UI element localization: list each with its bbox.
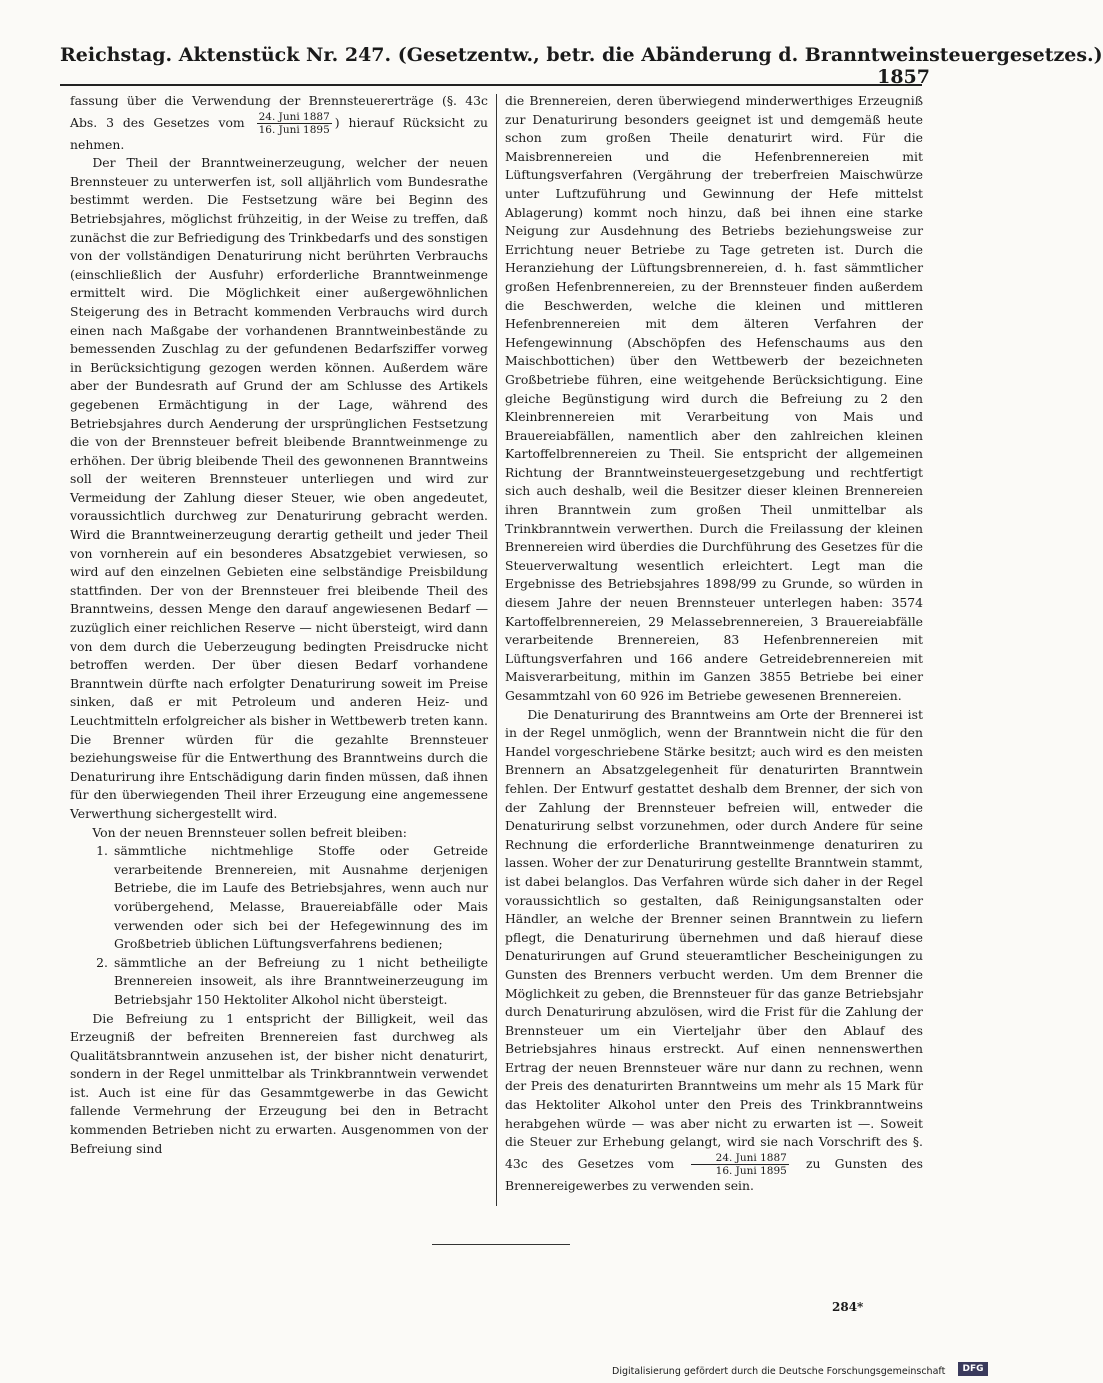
list-marker: 1. <box>96 843 108 859</box>
dfg-logo: DFG <box>958 1362 988 1376</box>
date-fraction-denominator: 16. Juni 1895 <box>715 1164 787 1177</box>
end-rule <box>432 1244 570 1245</box>
left-paragraph-3: Von der neuen Brennsteuer sollen befreit bleiben: <box>92 824 407 840</box>
left-column <box>70 92 488 1212</box>
right-paragraph-1: die Brennereien, deren überwiegend minderwerthiges Erzeugniß zur Denaturirung besonders geeignet ist und demgemäß heute schon zum großen Theile denaturirt wird. Für die Maisbrennereien und die Hefenbrennereien mit Lüftungsverfahren (Vergährung der treberfreien Maischwürze unter Luftzuführung und Gewinnung der Hefe mittelst Ablagerung) kommt noch hinzu, daß bei ihnen eine starke Neigung zur Ausdehnung des Betriebs beziehungsweise zur Errichtung neuer Betriebe zu Tage getreten ist. Durch die Heranziehung der Lüftungsbrennereien, d. h. fast sämmtlicher großen Hefenbrennereien, zu der Brennsteuer finden außerdem die Beschwerden, welche die kleinen und mittleren Hefenbrennereien mit dem älteren Verfahren der Hefengewinnung (Abschöpfen des Hefenschaums aus den Maischbottichen) über den Wettbewerb der bezeichneten Großbetriebe führen, eine weitgehende Berücksichtigung. Eine gleiche Begünstigung wird durch die Befreiung zu 2 den Kleinbrennereien mit Verarbeitung von Mais und Brauereiabfällen, namentlich aber den zahlreichen kleinen Kartoffelbrennereien zu Theil. Sie entspricht der allgemeinen Richtung der Branntweinsteuergesetzgebung und rechtfertigt sich auch deshalb, weil die Besitzer dieser kleinen Brennereien ihren Branntwein zum großen Theil unmittelbar als Trinkbranntwein verwerthen. Durch die Freilassung der kleinen Brennereien wird überdies die Durchführung des Gesetzes für die Steuerverwaltung wesentlich erleichtert. Legt man die Ergebnisse des Betriebsjahres 1898/99 zu Grunde, so würden in diesem Jahre der neuen Brennsteuer unterlegen haben: 3574 Kartoffelbrennereien, 29 Melassebrennereien, 3 Brauereiabfälle verarbeitende Brennereien, 83 Hefenbrennereien mit Lüftungsverfahren und 166 andere Getreidebrennereien mit Maisverarbeitung, mithin im Ganzen 3855 Betriebe bei einer Gesammtzahl von 60 926 im Betriebe gewesenen Brennereien. <box>505 93 923 703</box>
header-title: Reichstag. Aktenstück Nr. 247. (Gesetzentw., betr. die Abänderung d. Branntweinsteuergesetzes.) <box>60 44 1103 66</box>
list-text: sämmtliche an der Befreiung zu 1 nicht betheiligte Brennereien insoweit, als ihre Branntweinerzeugung im Betriebsjahr 150 Hektoliter Alkohol nicht übersteigt. <box>114 954 488 1007</box>
running-header <box>60 44 1103 88</box>
sheet-number: 284* <box>832 1300 864 1314</box>
date-fraction <box>691 1152 789 1177</box>
left-paragraph-4: Die Befreiung zu 1 entspricht der Billigkeit, weil das Erzeugniß der befreiten Brennereien fast durchweg als Qualitätsbranntwein anzusehen ist, der bisher nicht denaturirt, sondern in der Regel unmittelbar als Trinkbranntwein verwendet ist. Auch ist eine für das Gesammtgewerbe in das Gewicht fallende Vermehrung der Erzeugung bei den in Betracht kommenden Betrieben nicht zu erwarten. Ausgenommen von der Befreiung sind <box>70 1010 488 1156</box>
right-paragraph-2: Die Denaturirung des Branntweins am Orte der Brennerei ist in der Regel unmöglich, wenn der Branntwein nicht die für den Handel vorgeschriebene Stärke besitzt; auch wird es den meisten Brennern an Absatzgelegenheit für denaturirten Branntwein fehlen. Der Entwurf gestattet deshalb dem Brenner, der sich von der Zahlung der Brennsteuer befreien will, entweder die Denaturirung selbst vorzunehmen, oder durch Andere für seine Rechnung die erforderliche Branntweinmenge denaturiren zu lassen. Woher der zur Denaturirung gestellte Branntwein stammt, ist dabei belanglos. Das Verfahren würde sich daher in der Regel voraussichtlich so gestalten, daß Reinigungsanstalten oder Händler, an welche der Brenner seinen Branntwein zu liefern pflegt, die Denaturirung übernehmen und daß hierauf diese Denaturirungen auf Grund steueramtlicher Bescheinigungen zu Gunsten des Brenners verbucht werden. Um dem Brenner die Möglichkeit zu geben, die Brennsteuer für das ganze Betriebsjahr durch Denaturirung abzulösen, wird die Frist für die Zahlung der Brennsteuer um ein Vierteljahr über den Ablauf des Betriebsjahres hinaus erstreckt. Auf einen nennenswerthen Ertrag der neuen Brennsteuer wäre nur dann zu rechnen, wenn der Preis des denaturirten Branntweins um mehr als 15 Mark für das Hektoliter Alkohol unter den Preis des Trinkbranntweins herabgehen würde — was aber nicht zu erwarten ist —. Soweit die Steuer zur Erhebung gelangt, wird sie nach Vorschrift des §. 43c des Gesetzes vom $\frac{\text{24. Juni 1887}}{\text{16. Juni 1895}}$ zu Gunsten des Brennereigewerbes zu verwenden sein. <box>505 706 923 1193</box>
exemption-list-item-1 <box>70 842 488 954</box>
digitization-credit: Digitalisierung gefördert durch die Deutsche Forschungsgemeinschaft <box>612 1366 946 1377</box>
header-rule <box>60 84 922 86</box>
left-paragraph-1: fassung über die Verwendung der Brennsteuererträge (§. 43c Abs. 3 des Gesetzes vom $\frac{\text{24. Juni 1887}}{\text{16. Juni 1895}}$ ) hierauf Rücksicht zu nehmen. <box>70 93 488 152</box>
list-text: sämmtliche nichtmehlige Stoffe oder Getreide verarbeitende Brennereien, mit Ausnahme derjenigen Betriebe, die im Laufe des Betriebsjahres, wenn auch nur vorübergehend, Melasse, Brauereiabfälle oder Mais verwenden oder sich bei der Hefegewinnung des im Großbetrieb üblichen Lüftungsverfahrens bedienen; <box>114 843 488 952</box>
date-fraction <box>257 111 332 136</box>
date-fraction-numerator: 24. Juni 1887 <box>691 1152 789 1165</box>
date-fraction-numerator: 24. Juni 1887 <box>258 110 330 123</box>
right-column <box>505 92 923 1212</box>
exemption-list-item-2 <box>70 954 488 1010</box>
column-divider <box>496 94 497 1206</box>
date-fraction-denominator: 16. Juni 1895 <box>258 123 330 136</box>
list-marker: 2. <box>96 954 108 970</box>
left-paragraph-2: Der Theil der Branntweinerzeugung, welcher der neuen Brennsteuer zu unterwerfen ist, soll alljährlich vom Bundesrathe bestimmt werden. Die Festsetzung wäre bei Beginn des Betriebsjahres, möglichst frühzeitig, in der Weise zu treffen, daß zunächst die zur Befriedigung des Trinkbedarfs und des sonstigen von der vollständigen Denaturirung nicht berührten Verbrauchs (einschließlich der Ausfuhr) erforderliche Branntweinmenge ermittelt wird. Die Möglichkeit einer außergewöhnlichen Steigerung des in Betracht kommenden Verbrauchs wird durch einen nach Maßgabe der vorhandenen Branntweinbestände zu bemessenden Zuschlag zu der gefundenen Bedarfsziffer vorweg in Berücksichtigung gezogen werden können. Außerdem wäre aber der Bundesrath auf Grund der am Schlusse des Artikels gegebenen Ermächtigung in der Lage, während des Betriebsjahres durch Aenderung der ursprünglichen Festsetzung die von der Brennsteuer befreit bleibende Branntweinmenge zu erhöhen. Der übrig bleibende Theil des gewonnenen Branntweins soll der weiteren Brennsteuer unterliegen und wird zur Vermeidung der Zahlung dieser Steuer, wie oben angedeutet, voraussichtlich durchweg zur Denaturirung gebracht werden. Wird die Branntweinerzeugung derartig getheilt und jeder Theil von vornherein auf ein besonderes Absatzgebiet verwiesen, so wird auf den einzelnen Gebieten eine selbständige Preisbildung stattfinden. Der von der Brennsteuer frei bleibende Theil des Branntweins, dessen Menge den darauf angewiesenen Bedarf — zuzüglich einer reichlichen Reserve — nicht übersteigt, wird dann von dem durch die Ueberzeugung bedingten Preisdrucke nicht betroffen werden. Der über diesen Bedarf vorhandene Branntwein dürfte nach erfolgter Denaturirung soweit im Preise sinken, daß er mit Petroleum und anderen Heiz- und Leuchtmitteln erfolgreicher als bisher in Wettbewerb treten kann. Die Brenner würden für die gezahlte Brennsteuer beziehungsweise für die Entwerthung des Branntweins durch die Denaturirung ihre Entschädigung darin finden müssen, daß ihnen für den überwiegenden Theil ihrer Erzeugung eine angemessene Verwerthung sichergestellt wird. <box>70 155 488 821</box>
header-page-number: 1857 <box>877 66 930 88</box>
